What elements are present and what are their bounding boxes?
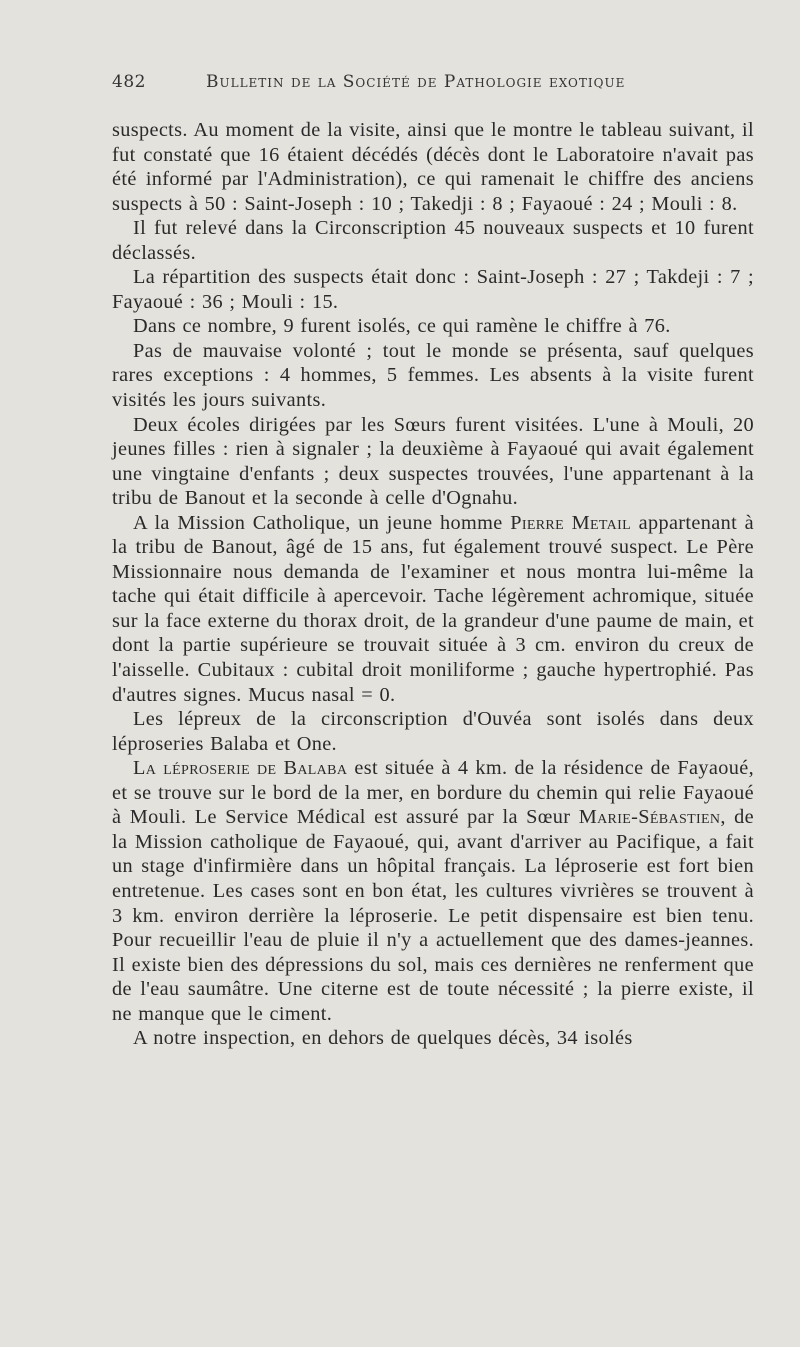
paragraph xyxy=(112,756,754,1026)
paragraph-text: , de la Mission catholique de Fayaoué, qui, avant d'arriver au Pacifique, a fait un stage d'infirmière dans un hôpital français. La léproserie est fort bien entretenue. Les cases sont en bon état, les cultures vivrières se trouvent à 3 km. environ derrière la léproserie. Le petit dispensaire est bien tenu. Pour recueillir l'eau de pluie il n'y a actuellement que des dames-jeannes. Il existe bien des dépressions du sol, mais ces dernières ne renferment que de l'eau saumâtre. Une citerne est de toute nécessité ; la pierre existe, il ne manque que le ciment. xyxy=(112,806,754,1025)
paragraph: Deux écoles dirigées par les Sœurs furent visitées. L'une à Mouli, 20 jeunes filles : rien à signaler ; la deuxième à Fayaoué qui avait également une vingtaine d'enfants ; deux suspectes trouvées, l'une appartenant à la tribu de Banout et la seconde à celle d'Ognahu. xyxy=(112,413,754,510)
body-text xyxy=(112,118,754,1051)
paragraph: suspects. Au moment de la visite, ainsi que le montre le tableau suivant, il fut constaté que 16 étaient décédés (décès dont le Laboratoire n'avait pas été informé par l'Administration), ce qui ramenait le chiffre des anciens suspects à 50 : Saint-Joseph : 10 ; Takedji : 8 ; Fayaoué : 24 ; Mouli : 8. xyxy=(112,119,754,215)
paragraph xyxy=(112,511,754,707)
running-title: Bulletin de la Société de Pathologie exotique xyxy=(206,72,626,92)
paragraph: Pas de mauvaise volonté ; tout le monde se présenta, sauf quelques rares exceptions : 4 hommes, 5 femmes. Les absents à la visite furent visités les jours suivants. xyxy=(112,339,754,412)
page-number: 482 xyxy=(112,72,146,92)
person-name: Pierre Metail xyxy=(510,511,632,534)
section-lead: La léproserie de Balaba xyxy=(133,757,348,780)
paragraph: Il fut relevé dans la Circonscription 45 nouveaux suspects et 10 furent déclassés. xyxy=(112,217,754,264)
person-name: Marie-Sébastien xyxy=(578,806,721,829)
paragraph-text: A la Mission Catholique, un jeune homme xyxy=(133,511,511,534)
paragraph: La répartition des suspects était donc : Saint-Joseph : 27 ; Takdeji : 7 ; Fayaoué : 36 ; Mouli : 15. xyxy=(112,266,754,313)
paragraph: Les lépreux de la circonscription d'Ouvéa sont isolés dans deux léproseries Balaba et One. xyxy=(112,708,754,755)
page-header xyxy=(112,72,752,102)
paragraph-text: est située à 4 km. de la résidence de Fayaoué, et se trouve sur le bord de la mer, en bordure du chemin qui relie Fayaoué à Mouli. Le Service Médical est assuré par la Sœur xyxy=(112,757,754,829)
paragraph-text: appartenant à la tribu de Banout, âgé de 15 ans, fut également trouvé suspect. Le Père Missionnaire nous demanda de l'examiner et nous montra lui-même la tache qui était difficile à apercevoir. Tache légèrement achromique, située sur la face externe du thorax droit, de la grandeur d'une paume de main, et dont la partie supérieure se trouvait située à 3 cm. environ du creux de l'aisselle. Cubitaux : cubital droit moniliforme ; gauche hypertrophié. Pas d'autres signes. Mucus nasal = 0. xyxy=(112,511,754,706)
paragraph: A notre inspection, en dehors de quelques décès, 34 isolés xyxy=(133,1027,633,1050)
paragraph: Dans ce nombre, 9 furent isolés, ce qui ramène le chiffre à 76. xyxy=(133,315,671,338)
